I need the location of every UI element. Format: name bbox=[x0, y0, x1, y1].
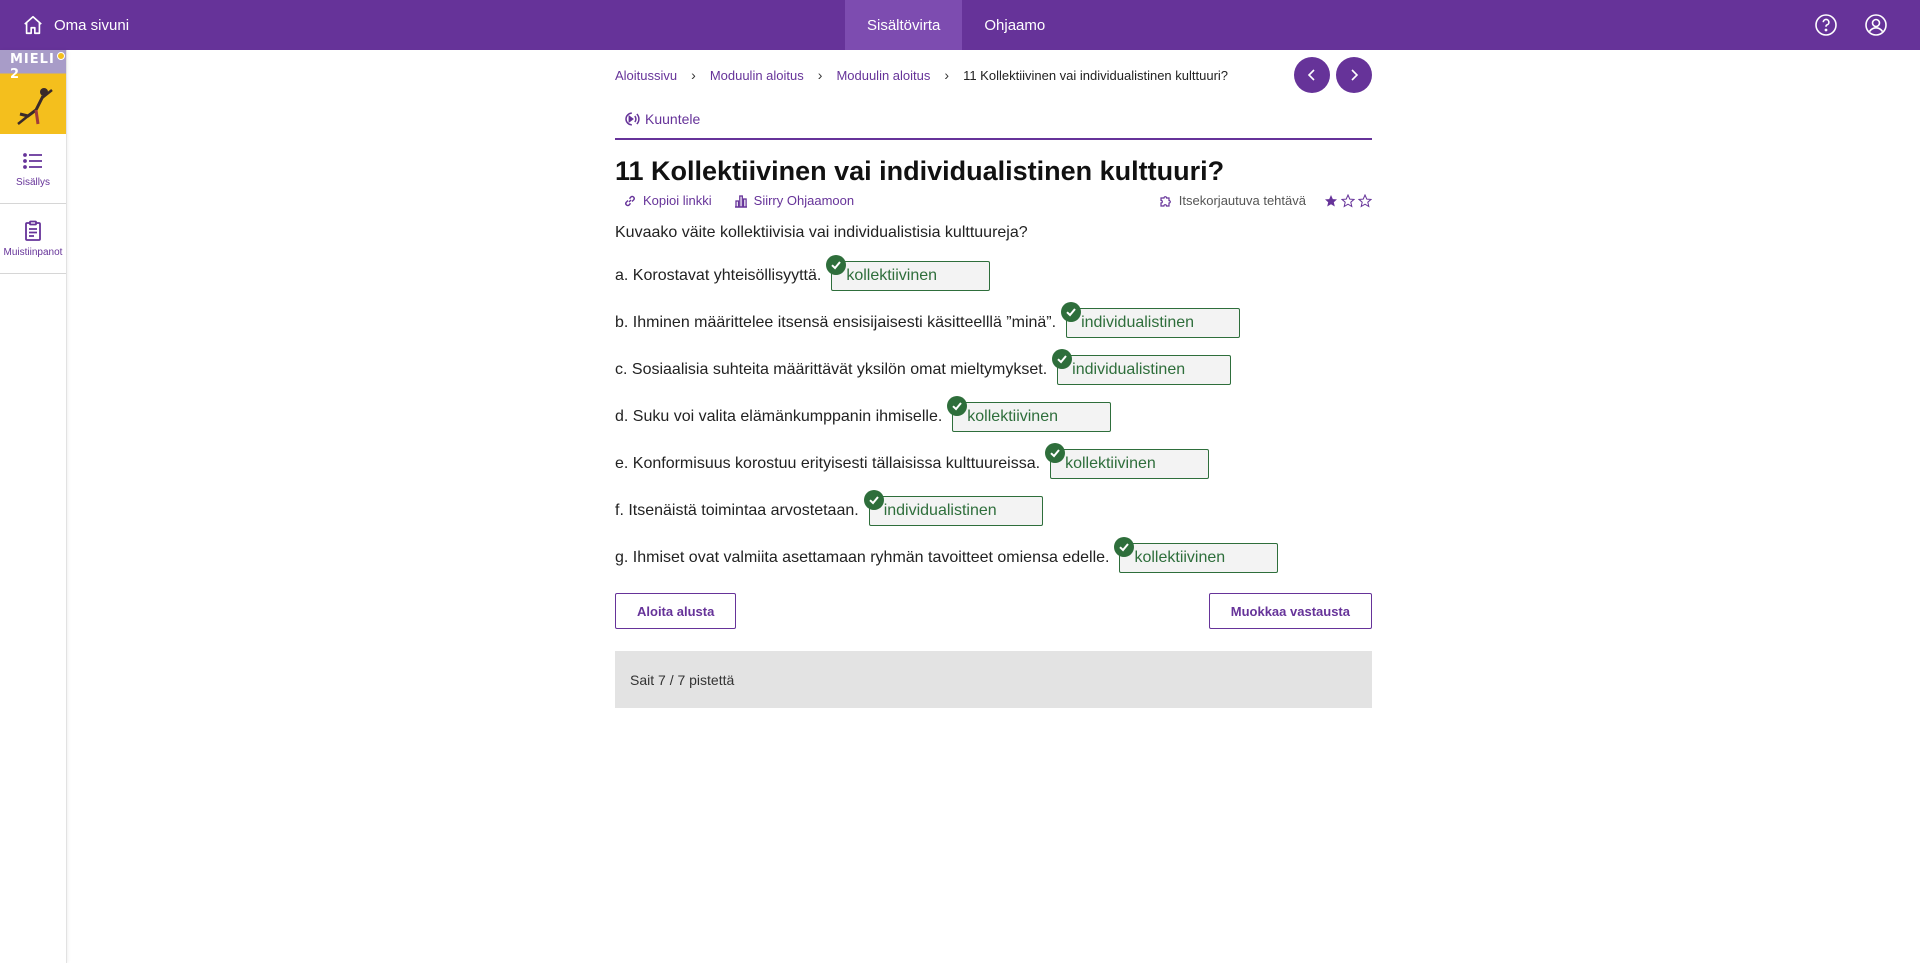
breadcrumb-separator-icon: › bbox=[944, 67, 950, 83]
breadcrumb-link-module-start[interactable]: Moduulin aloitus bbox=[709, 67, 804, 83]
go-to-dashboard-label: Siirry Ohjaamoon bbox=[753, 193, 855, 208]
go-to-dashboard-button[interactable] bbox=[734, 193, 854, 208]
exercise-item-text: e. Konformisuus korostuu erityisesti tällaisissa kulttuureissa. bbox=[615, 454, 1041, 472]
home-link[interactable] bbox=[22, 0, 129, 50]
list-icon bbox=[21, 149, 45, 173]
listen-label: Kuuntele bbox=[645, 111, 701, 127]
exercise-item bbox=[615, 440, 1372, 487]
sidebar-item-notes[interactable] bbox=[0, 204, 66, 274]
account-icon[interactable] bbox=[1864, 13, 1888, 37]
sidebar-item-label: Muistiinpanot bbox=[3, 247, 63, 258]
difficulty-stars bbox=[1324, 194, 1372, 208]
sidebar-item-label: Sisällys bbox=[16, 177, 50, 188]
correct-check-icon bbox=[826, 255, 846, 275]
listen-button[interactable] bbox=[615, 100, 1372, 140]
chevron-right-icon bbox=[1347, 68, 1361, 82]
answer-field[interactable] bbox=[1050, 449, 1209, 479]
breadcrumb-separator-icon: › bbox=[691, 67, 696, 83]
listen-icon bbox=[621, 109, 641, 129]
exercise-item bbox=[615, 487, 1372, 534]
answer-field[interactable] bbox=[869, 496, 1043, 526]
home-icon bbox=[22, 14, 44, 36]
cover-figure-image bbox=[8, 80, 58, 130]
answer-value: kollektiivinen bbox=[967, 407, 1058, 425]
answer-value: individualistinen bbox=[1072, 360, 1186, 378]
link-icon bbox=[623, 194, 637, 208]
restart-button[interactable]: Aloita alusta bbox=[615, 593, 736, 629]
previous-page-button[interactable] bbox=[1294, 57, 1330, 93]
exercise-item bbox=[615, 252, 1372, 299]
tab-content-stream[interactable]: Sisältövirta bbox=[845, 0, 962, 50]
correct-check-icon bbox=[1052, 349, 1072, 369]
answer-field[interactable] bbox=[952, 402, 1111, 432]
next-page-button[interactable] bbox=[1336, 57, 1372, 93]
book-cover[interactable] bbox=[0, 50, 66, 134]
exercise-item-text: a. Korostavat yhteisöllisyyttä. bbox=[615, 266, 822, 284]
sidebar-item-contents[interactable] bbox=[0, 134, 66, 204]
score-text: Sait 7 / 7 pistettä bbox=[630, 671, 735, 688]
sidebar bbox=[0, 50, 67, 963]
answer-field[interactable] bbox=[831, 261, 990, 291]
exercise-item-text: c. Sosiaalisia suhteita määrittävät yksilön omat mieltymykset. bbox=[615, 360, 1048, 378]
correct-check-icon bbox=[1114, 537, 1134, 557]
breadcrumb bbox=[615, 50, 1372, 100]
top-icons bbox=[1814, 0, 1888, 50]
top-navigation-bar bbox=[0, 0, 1920, 50]
page-tools bbox=[615, 193, 1372, 208]
home-label: Oma sivuni bbox=[54, 16, 130, 34]
cover-title: MIELI 2 bbox=[10, 52, 55, 82]
page-navigation bbox=[1294, 57, 1372, 93]
copy-link-button[interactable] bbox=[623, 193, 712, 208]
exercise-actions bbox=[615, 593, 1372, 629]
chevron-left-icon bbox=[1305, 68, 1319, 82]
bar-chart-icon bbox=[734, 194, 748, 208]
exercise-item bbox=[615, 299, 1372, 346]
breadcrumb-link-home[interactable]: Aloitussivu bbox=[615, 67, 678, 83]
notes-icon bbox=[21, 219, 45, 243]
main-content bbox=[615, 50, 1372, 708]
breadcrumb-separator-icon: › bbox=[817, 67, 823, 83]
answer-value: individualistinen bbox=[883, 501, 997, 519]
exercise-items bbox=[615, 252, 1372, 581]
self-check-label: Itsekorjautuva tehtävä bbox=[1178, 193, 1306, 208]
answer-value: individualistinen bbox=[1081, 313, 1195, 331]
correct-check-icon bbox=[1061, 302, 1081, 322]
answer-value: kollektiivinen bbox=[846, 266, 938, 284]
puzzle-icon bbox=[1159, 194, 1173, 208]
answer-field[interactable] bbox=[1066, 308, 1240, 338]
correct-check-icon bbox=[947, 396, 967, 416]
star-empty-icon bbox=[1358, 194, 1372, 208]
exercise-question: Kuvaako väite kollektiivisia vai individualistisia kulttuureja? bbox=[615, 224, 1028, 241]
star-filled-icon bbox=[1324, 194, 1338, 208]
answer-value: kollektiivinen bbox=[1134, 548, 1226, 566]
breadcrumb-current: 11 Kollektiivinen vai individualistinen kulttuuri? bbox=[963, 67, 1229, 83]
answer-field[interactable] bbox=[1119, 543, 1278, 573]
correct-check-icon bbox=[864, 490, 884, 510]
help-icon[interactable] bbox=[1814, 13, 1838, 37]
correct-check-icon bbox=[1045, 443, 1065, 463]
score-panel bbox=[615, 651, 1372, 708]
answer-field[interactable] bbox=[1057, 355, 1231, 385]
answer-value: kollektiivinen bbox=[1065, 454, 1156, 472]
star-empty-icon bbox=[1341, 194, 1355, 208]
copy-link-label: Kopioi linkki bbox=[643, 193, 712, 208]
exercise-item-text: f. Itsenäistä toimintaa arvostetaan. bbox=[615, 501, 859, 519]
exercise-item bbox=[615, 346, 1372, 393]
page-title: 11 Kollektiivinen vai individualistinen kulttuuri? bbox=[615, 156, 1225, 186]
exercise-item-text: g. Ihmiset ovat valmiita asettamaan ryhmän tavoitteet omiensa edelle. bbox=[615, 548, 1110, 566]
tab-dashboard[interactable]: Ohjaamo bbox=[984, 16, 1046, 34]
exercise-item-text: d. Suku voi valita elämänkumppanin ihmiselle. bbox=[615, 407, 943, 425]
exercise-item-text: b. Ihminen määrittelee itsensä ensisijaisesti käsitteelllä ”minä”. bbox=[615, 313, 1057, 331]
main-tabs bbox=[845, 0, 1067, 50]
breadcrumb-link-module-start-2[interactable]: Moduulin aloitus bbox=[836, 67, 931, 83]
notification-dot bbox=[57, 52, 65, 60]
exercise-item bbox=[615, 393, 1372, 440]
exercise-item bbox=[615, 534, 1372, 581]
edit-answer-button[interactable]: Muokkaa vastausta bbox=[1209, 593, 1372, 629]
self-check-indicator bbox=[1159, 193, 1372, 208]
